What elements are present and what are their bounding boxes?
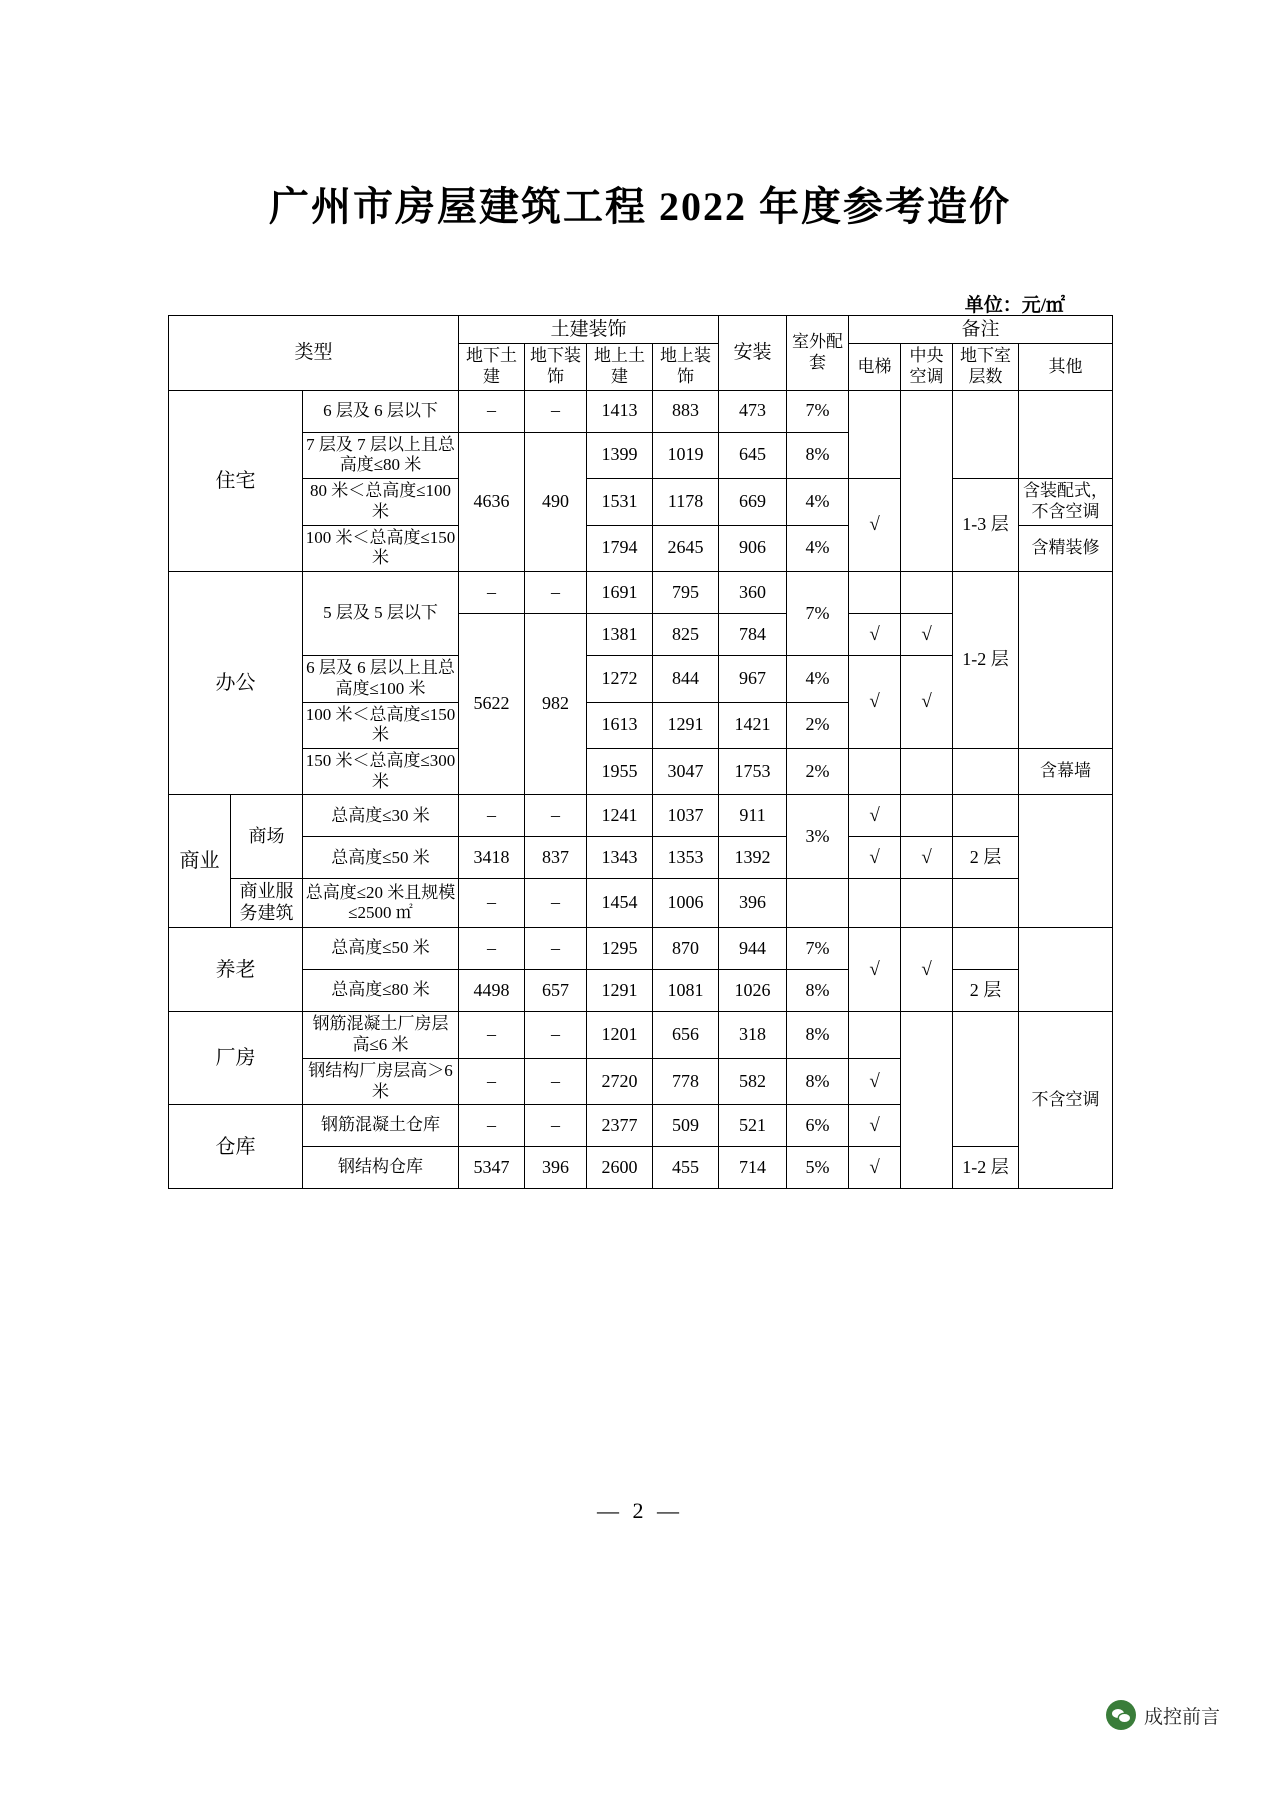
- cell-ug-decor: –: [525, 1012, 587, 1058]
- cell-outdoor: 8%: [787, 970, 849, 1012]
- cell-ag-civil: 1343: [587, 837, 653, 879]
- cell-ug-decor: –: [525, 795, 587, 837]
- cell-central-ac: √: [901, 656, 953, 749]
- header-aboveground-decor: 地上装饰: [653, 344, 719, 390]
- cell-install: 911: [719, 795, 787, 837]
- cell-ug-decor: –: [525, 572, 587, 614]
- cell-elevator: [849, 879, 901, 928]
- row-desc: 6 层及 6 层以下: [303, 390, 459, 432]
- footer-brand-label: 成控前言: [1143, 1706, 1220, 1728]
- cell-basement-floors: 1-2 层: [953, 572, 1019, 749]
- cell-ag-decor: 509: [653, 1105, 719, 1147]
- wechat-icon: [1106, 1700, 1136, 1730]
- cell-basement-floors: [953, 879, 1019, 928]
- cell-ag-civil: 1295: [587, 928, 653, 970]
- cell-ag-decor: 1291: [653, 702, 719, 748]
- cell-central-ac: √: [901, 614, 953, 656]
- table-row: [169, 390, 1113, 432]
- table-row: [169, 879, 1113, 928]
- cell-ug-civil: –: [459, 1058, 525, 1104]
- page-number: — 2 —: [597, 1498, 683, 1523]
- cell-central-ac: [901, 390, 953, 571]
- cell-ag-decor: 455: [653, 1147, 719, 1189]
- cell-ag-civil: 1531: [587, 479, 653, 525]
- cell-ag-decor: 3047: [653, 748, 719, 794]
- cell-outdoor: 8%: [787, 1058, 849, 1104]
- cell-install: 396: [719, 879, 787, 928]
- cell-ug-decor: –: [525, 879, 587, 928]
- cell-ug-decor: –: [525, 390, 587, 432]
- cell-other: [1019, 928, 1113, 1012]
- cell-install: 645: [719, 432, 787, 478]
- row-desc: 总高度≤50 米: [303, 837, 459, 879]
- header-other: 其他: [1019, 344, 1113, 390]
- cell-ag-civil: 1413: [587, 390, 653, 432]
- cell-other: [1019, 390, 1113, 478]
- cell-install: 1392: [719, 837, 787, 879]
- cell-other: 含精装修: [1019, 525, 1113, 571]
- cell-other: 不含空调: [1019, 1012, 1113, 1189]
- table-row: [169, 479, 1113, 525]
- cell-ag-decor: 1353: [653, 837, 719, 879]
- cell-elevator: √: [849, 837, 901, 879]
- cell-install: 473: [719, 390, 787, 432]
- table-row: [169, 928, 1113, 970]
- cell-ug-civil: 4636: [459, 432, 525, 571]
- group-label-commercial: 商业: [169, 795, 231, 928]
- cell-ug-decor: 396: [525, 1147, 587, 1189]
- table-row: [169, 795, 1113, 837]
- cell-ug-civil: –: [459, 928, 525, 970]
- cell-elevator: √: [849, 614, 901, 656]
- cell-elevator: [849, 572, 901, 614]
- cell-ug-decor: 982: [525, 614, 587, 795]
- cell-ug-decor: 657: [525, 970, 587, 1012]
- cell-ag-decor: 1037: [653, 795, 719, 837]
- row-desc: 钢筋混凝土厂房层高≤6 米: [303, 1012, 459, 1058]
- cell-basement-floors: [953, 390, 1019, 478]
- cell-elevator: √: [849, 1105, 901, 1147]
- cell-outdoor: 7%: [787, 390, 849, 432]
- cell-ug-decor: –: [525, 928, 587, 970]
- group-label-office: 办公: [169, 572, 303, 795]
- cell-install: 714: [719, 1147, 787, 1189]
- row-desc: 钢结构厂房层高＞6 米: [303, 1058, 459, 1104]
- cell-install: 967: [719, 656, 787, 702]
- cell-install: 944: [719, 928, 787, 970]
- cost-reference-table: [168, 315, 1113, 1189]
- cell-ag-civil: 2377: [587, 1105, 653, 1147]
- row-desc: 150 米＜总高度≤300 米: [303, 748, 459, 794]
- cell-ug-civil: –: [459, 1105, 525, 1147]
- row-desc: 100 米＜总高度≤150 米: [303, 525, 459, 571]
- cell-central-ac: √: [901, 928, 953, 1012]
- cell-outdoor: 6%: [787, 1105, 849, 1147]
- cell-elevator: [849, 748, 901, 794]
- cell-outdoor: [787, 879, 849, 928]
- row-desc: 总高度≤30 米: [303, 795, 459, 837]
- cell-other: 含幕墙: [1019, 748, 1113, 794]
- cell-basement-floors: 1-2 层: [953, 1147, 1019, 1189]
- header-underground-civil: 地下土建: [459, 344, 525, 390]
- cell-install: 1421: [719, 702, 787, 748]
- cell-ag-decor: 1019: [653, 432, 719, 478]
- header-elevator: 电梯: [849, 344, 901, 390]
- cell-ag-civil: 1291: [587, 970, 653, 1012]
- cell-outdoor: 7%: [787, 572, 849, 656]
- cell-install: 784: [719, 614, 787, 656]
- row-desc: 80 米＜总高度≤100 米: [303, 479, 459, 525]
- row-desc: 5 层及 5 层以下: [303, 572, 459, 656]
- row-desc: 总高度≤20 米且规模≤2500 ㎡: [303, 879, 459, 928]
- cell-ag-civil: 1381: [587, 614, 653, 656]
- cell-install: 318: [719, 1012, 787, 1058]
- cell-ug-civil: –: [459, 879, 525, 928]
- group-label-residential: 住宅: [169, 390, 303, 571]
- cell-ag-civil: 1955: [587, 748, 653, 794]
- header-underground-decor: 地下装饰: [525, 344, 587, 390]
- group-label-eldercare: 养老: [169, 928, 303, 1012]
- row-desc: 钢筋混凝土仓库: [303, 1105, 459, 1147]
- cell-elevator: √: [849, 928, 901, 1012]
- row-desc: 7 层及 7 层以上且总高度≤80 米: [303, 432, 459, 478]
- cell-ag-decor: 844: [653, 656, 719, 702]
- cell-ag-civil: 1201: [587, 1012, 653, 1058]
- row-desc: 钢结构仓库: [303, 1147, 459, 1189]
- cell-elevator: √: [849, 795, 901, 837]
- cell-outdoor: 4%: [787, 656, 849, 702]
- row-desc: 总高度≤80 米: [303, 970, 459, 1012]
- cell-ug-decor: –: [525, 1105, 587, 1147]
- cell-install: 1026: [719, 970, 787, 1012]
- subgroup-label-mall: 商场: [231, 795, 303, 879]
- cell-ag-decor: 778: [653, 1058, 719, 1104]
- cell-ag-civil: 2720: [587, 1058, 653, 1104]
- header-aboveground-civil: 地上土建: [587, 344, 653, 390]
- page-title: 广州市房屋建筑工程 2022 年度参考造价: [269, 184, 1011, 229]
- cell-install: 360: [719, 572, 787, 614]
- group-label-factory: 厂房: [169, 1012, 303, 1105]
- cell-ag-civil: 1613: [587, 702, 653, 748]
- cell-ag-civil: 1691: [587, 572, 653, 614]
- cell-other: [1019, 572, 1113, 749]
- cell-ag-decor: 1081: [653, 970, 719, 1012]
- table-row: [169, 1147, 1113, 1189]
- cell-central-ac: [901, 1012, 953, 1189]
- subgroup-label-commercial-service: 商业服务建筑: [231, 879, 303, 928]
- header-basement-floors: 地下室层数: [953, 344, 1019, 390]
- cell-ag-decor: 2645: [653, 525, 719, 571]
- cell-central-ac: [901, 748, 953, 794]
- cell-ag-decor: 883: [653, 390, 719, 432]
- cell-ag-civil: 1399: [587, 432, 653, 478]
- row-desc: 6 层及 6 层以上且总高度≤100 米: [303, 656, 459, 702]
- cell-central-ac: [901, 879, 953, 928]
- header-install: 安装: [719, 316, 787, 391]
- cell-ug-decor: 837: [525, 837, 587, 879]
- cell-outdoor: 2%: [787, 748, 849, 794]
- table-row: [169, 572, 1113, 614]
- cell-elevator: [849, 1012, 901, 1058]
- table-row: [169, 837, 1113, 879]
- footer-brand: [1106, 1700, 1220, 1730]
- cell-basement-floors: 2 层: [953, 837, 1019, 879]
- cell-elevator: √: [849, 656, 901, 749]
- cell-elevator: [849, 390, 901, 478]
- table-row: [169, 748, 1113, 794]
- cell-outdoor: 8%: [787, 432, 849, 478]
- cell-central-ac: √: [901, 837, 953, 879]
- cell-install: 906: [719, 525, 787, 571]
- cell-elevator: √: [849, 479, 901, 572]
- cell-ug-civil: –: [459, 390, 525, 432]
- header-type: 类型: [169, 316, 459, 391]
- cell-outdoor: 3%: [787, 795, 849, 879]
- header-outdoor: 室外配套: [787, 316, 849, 391]
- cell-basement-floors: 1-3 层: [953, 479, 1019, 572]
- cell-basement-floors: [953, 748, 1019, 794]
- table-row: [169, 1012, 1113, 1058]
- cell-elevator: √: [849, 1147, 901, 1189]
- cell-ug-civil: –: [459, 572, 525, 614]
- row-desc: 100 米＜总高度≤150 米: [303, 702, 459, 748]
- cell-ug-civil: 5347: [459, 1147, 525, 1189]
- cell-ag-decor: 825: [653, 614, 719, 656]
- cell-ug-civil: 4498: [459, 970, 525, 1012]
- header-civil-decor: 土建装饰: [459, 316, 719, 344]
- cell-ag-civil: 1794: [587, 525, 653, 571]
- header-central-ac: 中央空调: [901, 344, 953, 390]
- cell-outdoor: 4%: [787, 479, 849, 525]
- cell-outdoor: 8%: [787, 1012, 849, 1058]
- row-desc: 总高度≤50 米: [303, 928, 459, 970]
- cell-install: 521: [719, 1105, 787, 1147]
- cell-central-ac: [901, 795, 953, 837]
- cell-basement-floors: 2 层: [953, 970, 1019, 1012]
- cell-ag-civil: 1454: [587, 879, 653, 928]
- table-row: [169, 970, 1113, 1012]
- group-label-warehouse: 仓库: [169, 1105, 303, 1189]
- cell-outdoor: 7%: [787, 928, 849, 970]
- cell-outdoor: 4%: [787, 525, 849, 571]
- cell-install: 1753: [719, 748, 787, 794]
- cell-install: 669: [719, 479, 787, 525]
- cell-ug-civil: 3418: [459, 837, 525, 879]
- cell-ag-decor: 656: [653, 1012, 719, 1058]
- cell-outdoor: 5%: [787, 1147, 849, 1189]
- cell-other: 含装配式，不含空调: [1019, 479, 1113, 525]
- cell-ug-decor: 490: [525, 432, 587, 571]
- cell-ag-civil: 1241: [587, 795, 653, 837]
- cell-ag-civil: 1272: [587, 656, 653, 702]
- cell-ug-decor: –: [525, 1058, 587, 1104]
- cell-ag-decor: 1178: [653, 479, 719, 525]
- cell-ag-civil: 2600: [587, 1147, 653, 1189]
- table-header-row-1: [169, 316, 1113, 344]
- header-remark: 备注: [849, 316, 1113, 344]
- cell-basement-floors: [953, 1012, 1019, 1147]
- cell-ug-civil: 5622: [459, 614, 525, 795]
- cell-elevator: √: [849, 1058, 901, 1104]
- cell-ag-decor: 1006: [653, 879, 719, 928]
- cell-ag-decor: 870: [653, 928, 719, 970]
- cell-ug-civil: –: [459, 1012, 525, 1058]
- cell-install: 582: [719, 1058, 787, 1104]
- cell-ug-civil: –: [459, 795, 525, 837]
- cell-outdoor: 2%: [787, 702, 849, 748]
- cell-other: [1019, 795, 1113, 928]
- unit-note: 单位：元/㎡: [964, 295, 1065, 316]
- cell-basement-floors: [953, 928, 1019, 970]
- cell-basement-floors: [953, 795, 1019, 837]
- cell-ag-decor: 795: [653, 572, 719, 614]
- cell-central-ac: [901, 572, 953, 614]
